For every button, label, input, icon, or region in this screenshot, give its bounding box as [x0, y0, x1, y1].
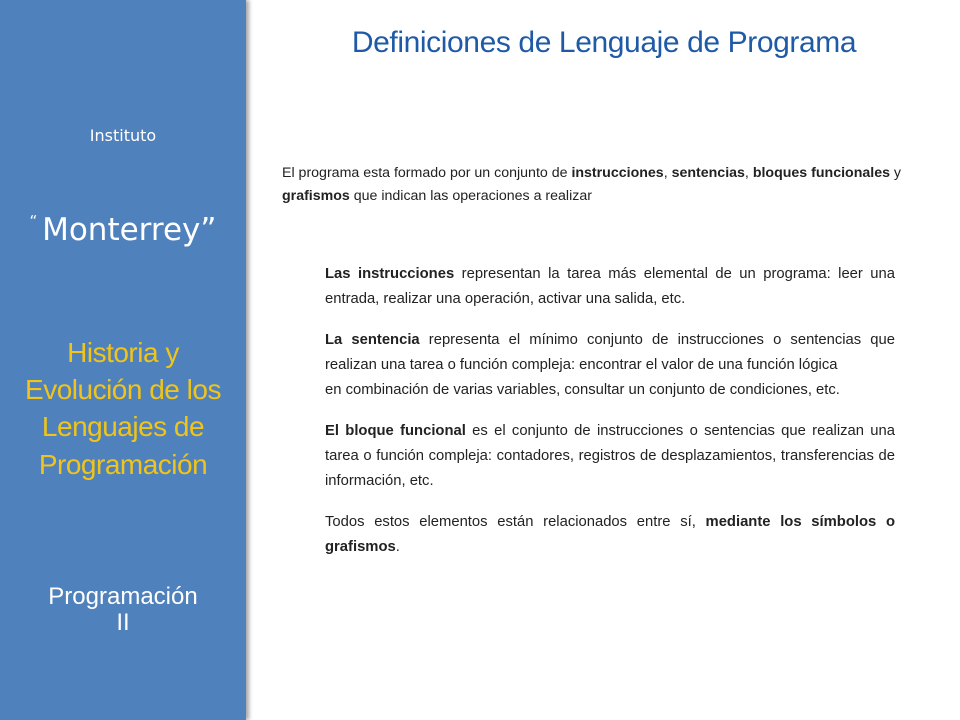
intro-term: instrucciones	[571, 165, 664, 181]
institute-label: Instituto	[89, 126, 157, 145]
course-title-line: Evolución de los	[25, 374, 221, 406]
definitions-body	[325, 262, 895, 576]
course-title-line: Historia y	[67, 337, 179, 368]
subject-line: Programación	[48, 583, 198, 610]
intro-term: sentencias	[671, 165, 745, 181]
sidebar-panel	[0, 0, 246, 720]
definition-instrucciones	[325, 262, 895, 312]
course-title-line: Lenguajes de	[41, 411, 205, 443]
definition-bloque-funcional	[325, 419, 895, 494]
definition-text: representan la tarea más elemental de un programa: leer una entrada, realizar una operación, activar una salida, etc.	[325, 266, 895, 307]
open-quote: “	[29, 212, 43, 230]
definition-text: es el conjunto de instrucciones o sentencias que realizan una tarea o función compleja: contadores, registros de desplazamientos, transferencias de información, etc.	[325, 423, 895, 489]
intro-text: ,	[744, 165, 753, 181]
definition-sentencia-continued: en combinación de varias variables, consultar un conjunto de condiciones, etc.	[325, 382, 840, 398]
definition-term: El bloque funcional	[325, 423, 466, 439]
summary-text: Todos estos elementos están relacionados entre sí,	[325, 514, 706, 530]
intro-paragraph	[282, 162, 942, 208]
summary-emphasis: mediante los símbolos o grafismos	[325, 514, 895, 555]
intro-text: ,	[663, 165, 672, 181]
intro-text: que indican las operaciones a realizar	[349, 188, 592, 204]
intro-text: y	[889, 165, 902, 181]
course-title-line: Programación	[38, 448, 208, 480]
definition-sentencia	[325, 328, 895, 378]
definition-text: representa el mínimo conjunto de instrucciones o sentencias que realizan una tarea o función compleja: encontrar el valor de una función lógica	[325, 332, 895, 373]
definition-term: La sentencia	[325, 332, 420, 348]
subject-label	[0, 584, 246, 637]
summary-paragraph	[325, 510, 895, 560]
intro-term: grafismos	[282, 188, 350, 204]
close-quote: ”	[200, 212, 217, 248]
definition-term: Las instrucciones	[325, 266, 455, 282]
course-title	[0, 334, 246, 483]
institute-name-text: Monterrey	[42, 212, 201, 248]
page-title: Definiciones de Lenguaje de Programa	[351, 26, 857, 59]
summary-end: .	[395, 539, 400, 555]
intro-term: bloques funcionales	[752, 165, 890, 181]
intro-text: El programa esta formado por un conjunto de	[282, 165, 572, 181]
subject-line: II	[116, 609, 130, 637]
institute-name	[0, 212, 246, 248]
